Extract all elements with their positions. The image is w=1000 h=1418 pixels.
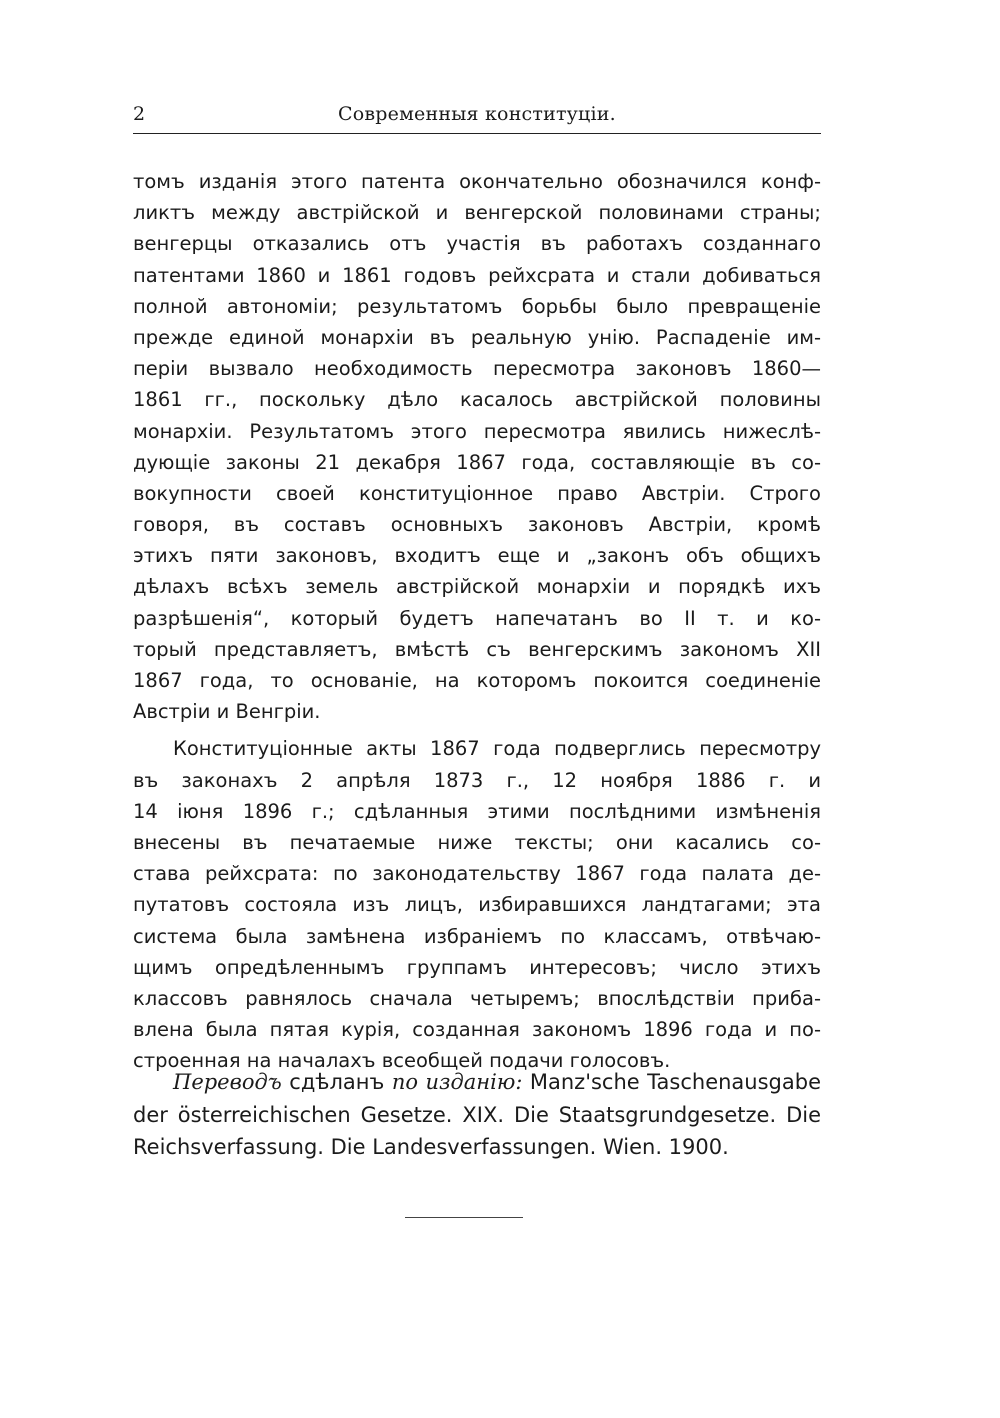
text-line: торый представляетъ, вмѣстѣ съ венгерскимъ закономъ XII <box>133 637 821 661</box>
text-line: этихъ пяти законовъ, входитъ еще и „законъ объ общихъ <box>133 544 821 568</box>
text-line: внесены въ печатаемые ниже тексты; они касались со- <box>133 830 821 854</box>
translation-label-plain: сдѣланъ <box>281 1070 392 1094</box>
text-line: Конституціонные акты 1867 года подверглись пересмотру <box>173 737 821 761</box>
text-line: венгерцы отказались отъ участія въ работахъ созданнаго <box>133 232 821 256</box>
text-line: строенная на началахъ всеобщей подачи голосовъ. <box>133 1049 671 1073</box>
text-line: ликтъ между австрійской и венгерской половинами страны; <box>133 201 821 225</box>
text-line: путатовъ состояла изъ лицъ, избиравшихся ландтагами; эта <box>133 893 821 917</box>
text-line: система была замѣнена избраніемъ по классамъ, отвѣчаю- <box>133 924 821 948</box>
text-line: дѣлахъ всѣхъ земель австрійской монархіи и порядкѣ ихъ <box>133 575 821 599</box>
text-line: влена была пятая курія, созданная закономъ 1896 года и по- <box>133 1018 821 1042</box>
text-line: разрѣшенія“, который будетъ напечатанъ во II т. и ко- <box>133 606 821 630</box>
page-header <box>133 103 821 133</box>
translation-line: der österreichischen Gesetze. XIX. Die Staatsgrundgesetze. Die <box>133 1102 821 1127</box>
text-line: става рейхсрата: по законодательству 1867 года палата де- <box>133 862 821 886</box>
text-line: патентами 1860 и 1861 годовъ рейхсрата и стали добиваться <box>133 263 821 287</box>
paragraph-2 <box>133 733 821 1076</box>
translation-label-italic: по изданію: <box>391 1070 523 1094</box>
translation-line: Reichsverfassung. Die Landesverfassungen. Wien. 1900. <box>133 1135 729 1159</box>
text-line: прежде единой монархіи въ реальную унію. Распаденіе им- <box>133 325 821 349</box>
text-line: классовъ равнялось сначала четыремъ; впослѣдствіи приба- <box>133 986 821 1010</box>
text-line: періи вызвало необходимость пересмотра законовъ 1860— <box>133 357 821 381</box>
text-line: въ законахъ 2 апрѣля 1873 г., 12 ноября 1886 г. и <box>133 768 821 792</box>
running-title: Современныя конституціи. <box>338 103 616 125</box>
paragraph-1 <box>133 166 821 727</box>
body-text <box>133 166 821 1076</box>
translation-line <box>133 1066 821 1099</box>
text-line: полной автономіи; результатомъ борьбы было превращеніе <box>133 294 821 318</box>
header-rule <box>133 133 821 134</box>
text-line: 14 іюня 1896 г.; сдѣланныя этими послѣдними измѣненія <box>133 799 821 823</box>
text-line: монархіи. Результатомъ этого пересмотра явились нижеслѣ- <box>133 419 821 443</box>
page-number: 2 <box>133 103 146 125</box>
text-line: вокупности своей конституціонное право Австріи. Строго <box>133 481 821 505</box>
translation-label-italic: Переводъ <box>173 1070 282 1094</box>
translation-source: Manz'sche Taschenausgabe <box>522 1070 821 1094</box>
text-line: томъ изданія этого патента окончательно обозначился конф- <box>133 170 821 193</box>
text-line: щимъ опредѣленнымъ группамъ интересовъ; число этихъ <box>133 955 821 979</box>
end-rule <box>405 1217 523 1218</box>
translation-note <box>133 1066 821 1164</box>
text-line: 1861 гг., поскольку дѣло касалось австрійской половины <box>133 388 821 412</box>
text-line: 1867 года, то основаніе, на которомъ покоится соединеніе <box>133 669 821 692</box>
text-line: говоря, въ составъ основныхъ законовъ Австріи, кромѣ <box>133 513 821 537</box>
text-line: Австріи и Венгріи. <box>133 700 321 724</box>
text-line: дующіе законы 21 декабря 1867 года, составляющіе въ со- <box>133 450 821 474</box>
